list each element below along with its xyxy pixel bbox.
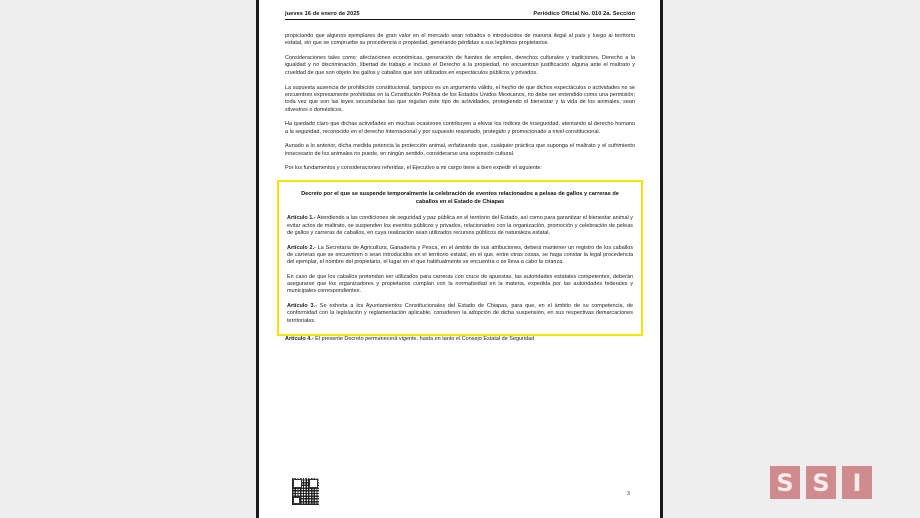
running-head-date: jueves 16 de enero de 2025 xyxy=(285,11,360,17)
decree-article xyxy=(287,215,633,237)
page-number: 3 xyxy=(626,491,630,497)
watermark-tile: S xyxy=(806,466,836,499)
paragraph: Aunado a lo anterior, dicha medida potencia la protección animal, enfatizando que, cualquier práctica que suponga el maltrato y el sufrimiento innecesario de los animales no puede, en ningún sentido, considerarse una expresión cultural. xyxy=(285,143,635,157)
paragraph: propiciando que algunos ejemplares de gran valor en el mercado sean robados o introducidos de manera ilegal al país y luego al territorio estatal, sin que se compruebe su procedencia o propiedad, generando pérdidas a sus legítimos propietarios. xyxy=(285,33,635,47)
page-right-edge xyxy=(660,0,663,518)
ssi-watermark xyxy=(770,466,872,499)
article-label: Artículo 4.- xyxy=(285,336,314,343)
article-text: El presente Decreto permanecerá vigente, hasta en tanto el Consejo Estatal de Seguridad xyxy=(313,336,535,343)
decree-article xyxy=(287,245,633,267)
page-content xyxy=(285,11,635,343)
paragraph: Por los fundamentos y consideraciones referidas, el Ejecutivo a mi cargo tiene a bien expedir el siguiente: xyxy=(285,165,542,172)
article-text: En caso de que los caballos pretendan ser utilizados para carreras con cruce de apuestas, las autoridades estatales competentes, deberán asegurarse que los organizadores y propietarios cumplan con la normatividad en la materia, expedida por las autoridades federales y municipales correspondientes. xyxy=(287,273,633,295)
article-label: Artículo 2.- xyxy=(287,244,316,251)
paragraph: Consideraciones tales como: afectaciones económicas, generación de fuentes de empleo, derechos culturales y tradiciones, Derecho a la igualdad y no discriminación, libertad de trabajo e incluso el Derecho a la propiedad, no encuentran justificación alguna ante el maltrato y crueldad de que son objeto los gallos y caballos que son utilizados en espectáculos públicos y privados. xyxy=(285,55,635,76)
article-four xyxy=(285,336,635,343)
qr-code-icon xyxy=(292,478,319,505)
watermark-tile: I xyxy=(842,466,872,499)
decree-article xyxy=(287,303,633,325)
running-head-publication: Periódico Oficial No. 010 2a. Sección xyxy=(533,11,635,17)
highlighted-decree-block xyxy=(277,180,643,336)
watermark-tile: S xyxy=(770,466,800,499)
decree-title: Decreto por el que se suspende temporalmente la celebración de eventos relacionados a peleas de gallos y carreras de caballos en el Estado de Chiapas xyxy=(301,191,619,205)
running-head xyxy=(285,11,635,20)
article-text: La Secretaría de Agricultura, Ganadería y Pesca, en el ámbito de sus atribuciones, deberá mantener un registro de los caballos de carreras que se encuentren o sean introducidos en el territorio estatal, en el que, entre otras cosas, se haga constar la legal procedencia del ejemplar, el nombre del propietario, el lugar en el que habitualmente se encuentra o se lleva a cabo la crianza. xyxy=(287,244,633,266)
qr-finder-icon xyxy=(293,497,300,504)
page-footer xyxy=(285,477,634,509)
decree-article xyxy=(287,274,633,296)
document-page xyxy=(259,0,660,518)
article-label: Artículo 3.- xyxy=(287,303,317,309)
article-text: Atendiendo a las condiciones de seguridad y paz pública en el territorio del Estado, así como para garantizar el bienestar animal y evitar actos de maltrato, se suspenden los eventos públicos y privados, relacionados con la organización, promoción y celebración de peleas de gallos y carreras de caballos, en cuya realización sean utilizados recursos públicos de naturaleza estatal. xyxy=(287,215,634,237)
article-label: Artículo 1.- xyxy=(287,215,316,222)
paragraph: La supuesta ausencia de prohibición constitucional, tampoco es un argumento válido, el hecho de que dichos espectáculos o actividades no se encuentren expresamente prohibidas en la Constitución Política de los Estados Unidos Mexicanos, no debe ser entendido como una permisión; toda vez que son las leyes secundarias las que regulan este tipo de actividades, protegiendo el bienestar y la vida de los animales, sean silvestres o domésticos. xyxy=(285,84,635,113)
article-text: Se exhorta a los Ayuntamientos Constitucionales del Estado de Chiapas, para que, en el ámbito de su competencia, de conformidad con la legislación y reglamentación aplicable, consideren la adopción de dicha suspensión, en sus respectivas demarcaciones territoriales. xyxy=(287,303,633,324)
paragraph: Ha quedado claro que dichas actividades en muchas ocasiones contribuyen a elevar los índices de inseguridad, atentando al derecho humano a la seguridad, reconocido en el derecho internacional y por supuesto respetado, protegido y promocionado a nivel constitucional. xyxy=(285,121,635,135)
